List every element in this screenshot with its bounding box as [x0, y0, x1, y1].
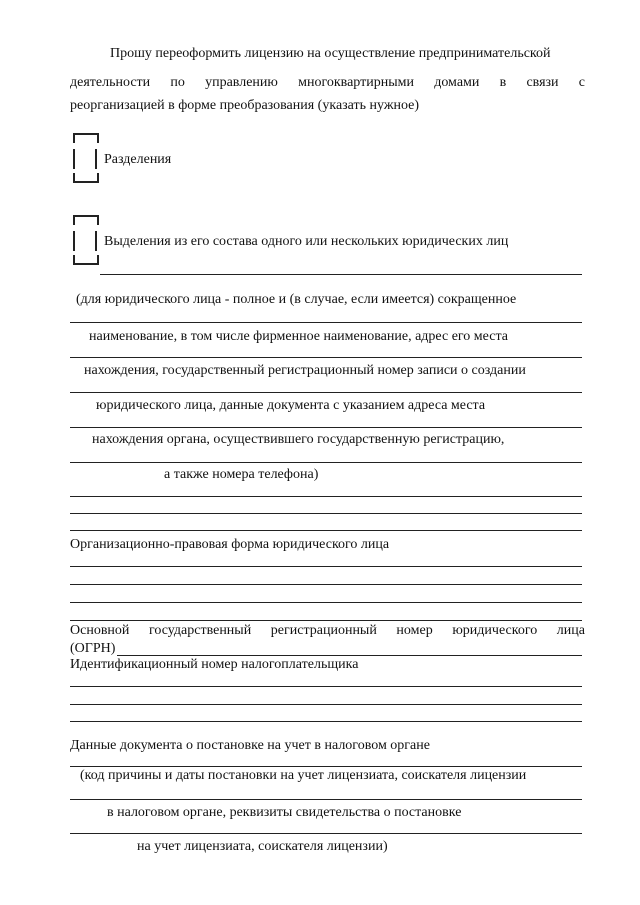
name-hint-line-5: нахождения органа, осуществившего государственную регистрацию, — [92, 432, 505, 447]
ogrn-input-line[interactable] — [117, 655, 582, 656]
name-input-line-6[interactable] — [70, 496, 582, 497]
inn-input-line-2[interactable] — [70, 704, 582, 705]
intro-line-3: реорганизацией в форме преобразования (указать нужное) — [70, 98, 420, 113]
legal-form-label: Организационно-правовая форма юридического лица — [70, 537, 390, 552]
name-hint-line-6: а также номера телефона) — [164, 467, 319, 482]
tax-hint-line-3: на учет лицензиата, соискателя лицензии) — [137, 839, 388, 854]
tax-doc-input-line-1[interactable] — [70, 766, 582, 767]
checkbox-separation[interactable] — [73, 133, 93, 183]
name-input-line-4[interactable] — [70, 427, 582, 428]
legal-form-input-line-2[interactable] — [70, 584, 582, 585]
inn-input-line-1[interactable] — [70, 686, 582, 687]
name-input-line-5[interactable] — [70, 462, 582, 463]
tax-doc-input-line-3[interactable] — [70, 833, 582, 834]
name-input-line-1[interactable] — [70, 322, 582, 323]
tax-hint-line-1: (код причины и даты постановки на учет лицензиата, соискателя лицензии — [80, 768, 527, 783]
name-hint-line-2: наименование, в том числе фирменное наименование, адрес его места — [89, 329, 508, 344]
name-input-line-8[interactable] — [70, 530, 582, 531]
tax-doc-label: Данные документа о постановке на учет в налоговом органе — [70, 738, 430, 753]
tax-doc-input-line-2[interactable] — [70, 799, 582, 800]
option-separation-label: Разделения — [104, 152, 172, 167]
name-hint-line-3: нахождения, государственный регистрационный номер записи о создании — [84, 363, 526, 378]
name-hint-line-1: (для юридического лица - полное и (в случае, если имеется) сокращенное — [76, 292, 517, 307]
intro-line-2: деятельности по управлению многоквартирными домами в связи с — [70, 75, 585, 90]
inn-input-line-3[interactable] — [70, 721, 582, 722]
name-hint-line-4: юридического лица, данные документа с указанием адреса места — [96, 398, 486, 413]
inn-label: Идентификационный номер налогоплательщика — [70, 657, 359, 672]
name-input-line-7[interactable] — [70, 513, 582, 514]
name-input-line-2[interactable] — [70, 357, 582, 358]
ogrn-label-line-1: Основной государственный регистрационный номер юридического лица — [70, 623, 585, 638]
intro-line-1: Прошу переоформить лицензию на осуществление предпринимательской — [110, 46, 551, 61]
spin-off-input-line[interactable] — [100, 274, 582, 275]
ogrn-label-line-2: (ОГРН) — [70, 641, 116, 656]
legal-form-input-line-1[interactable] — [70, 566, 582, 567]
legal-form-input-line-4[interactable] — [70, 620, 582, 621]
checkbox-spin-off[interactable] — [73, 215, 93, 265]
name-input-line-3[interactable] — [70, 392, 582, 393]
option-spin-off-label: Выделения из его состава одного или нескольких юридических лиц — [104, 234, 509, 249]
tax-hint-line-2: в налоговом органе, реквизиты свидетельства о постановке — [107, 805, 462, 820]
legal-form-input-line-3[interactable] — [70, 602, 582, 603]
